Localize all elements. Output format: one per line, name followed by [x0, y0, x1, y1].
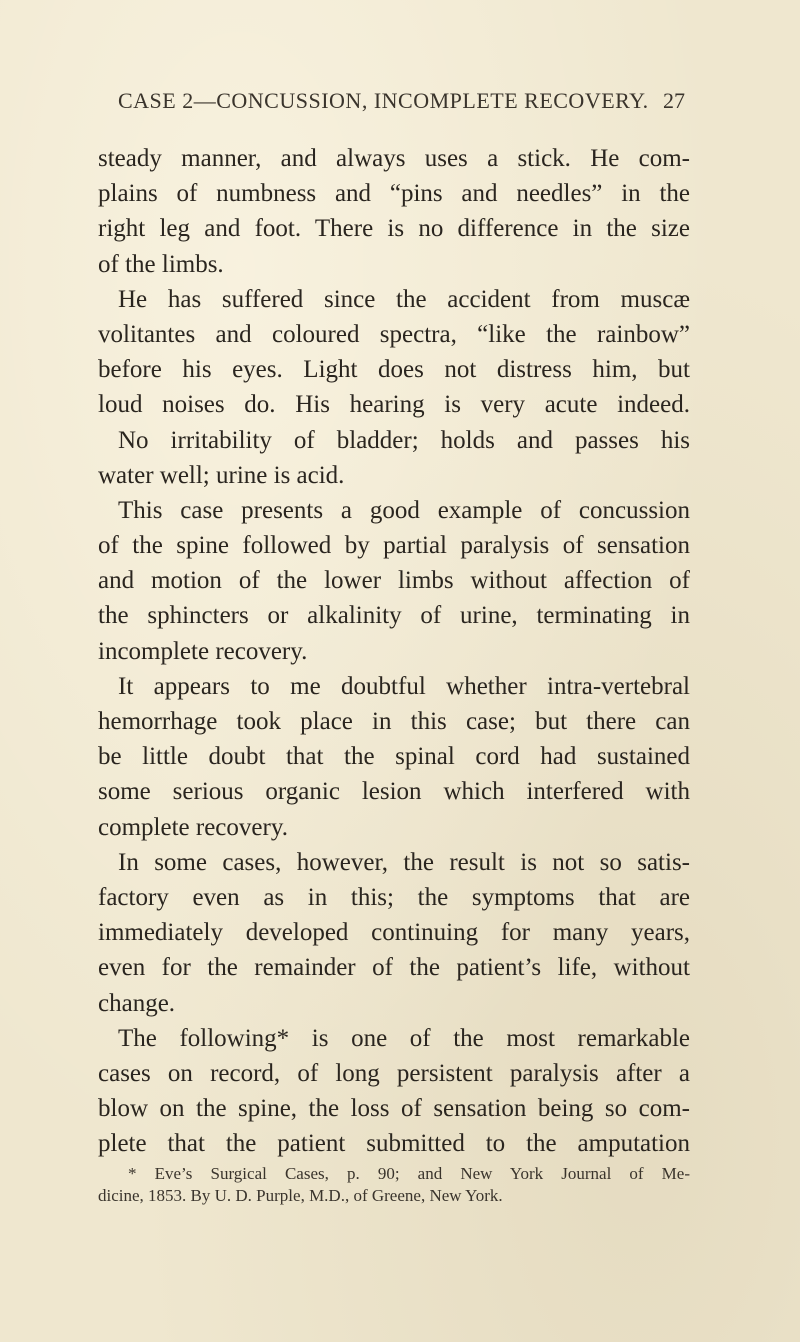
text-line: This case presents a good example of concussion [118, 496, 690, 524]
text-line: No irritability of bladder; holds and passes his [118, 426, 690, 454]
text-line: be little doubt that the spinal cord had sustained [98, 743, 690, 771]
text-line: cases on record, of long persistent paralysis after a [98, 1059, 690, 1087]
page-number: 27 [663, 88, 685, 113]
footnote-line: * Eve’s Surgical Cases, p. 90; and New York Journal of Me- [128, 1164, 690, 1183]
running-title: CASE 2—CONCUSSION, INCOMPLETE RECOVERY. [118, 88, 649, 113]
text-line: even for the remainder of the patient’s life, without [98, 954, 690, 982]
text-line: In some cases, however, the result is not so satis- [118, 848, 690, 876]
text-line: immediately developed continuing for many years, [98, 919, 690, 947]
text-line: of the spine followed by partial paralysis of sensation [98, 532, 690, 560]
text-line: volitantes and coloured spectra, “like the rainbow” [98, 320, 690, 348]
text-line: plete that the patient submitted to the amputation [98, 1130, 690, 1158]
text-line: water well; urine is acid. [98, 461, 345, 489]
text-line: blow on the spine, the loss of sensation being so com- [98, 1095, 690, 1123]
footnote [98, 1163, 690, 1207]
text-line: change. [98, 989, 176, 1017]
text-line: before his eyes. Light does not distress him, but [98, 356, 690, 384]
text-line: plains of numbness and “pins and needles” in the [98, 180, 690, 208]
text-line: the sphincters or alkalinity of urine, terminating in [98, 602, 690, 630]
text-line: It appears to me doubtful whether intra-vertebral [118, 672, 690, 700]
text-line: steady manner, and always uses a stick. He com- [98, 145, 690, 172]
text-line: He has suffered since the accident from muscæ [118, 285, 690, 313]
text-line: factory even as in this; the symptoms that are [98, 883, 690, 911]
text-line: incomplete recovery. [98, 637, 308, 665]
body-text [98, 141, 690, 1161]
text-line: and motion of the lower limbs without affection of [98, 567, 690, 595]
text-line: right leg and foot. There is no difference in the size [98, 215, 690, 243]
text-line: of the limbs. [98, 250, 224, 278]
text-line: loud noises do. His hearing is very acute indeed. [98, 391, 690, 419]
text-line: some serious organic lesion which interfered with [98, 778, 690, 806]
text-line: complete recovery. [98, 813, 288, 841]
footnote-line: dicine, 1853. By U. D. Purple, M.D., of Greene, New York. [98, 1186, 503, 1205]
text-line: hemorrhage took place in this case; but there can [98, 708, 690, 735]
text-line: The following* is one of the most remarkable [118, 1024, 690, 1052]
running-head [110, 88, 685, 118]
